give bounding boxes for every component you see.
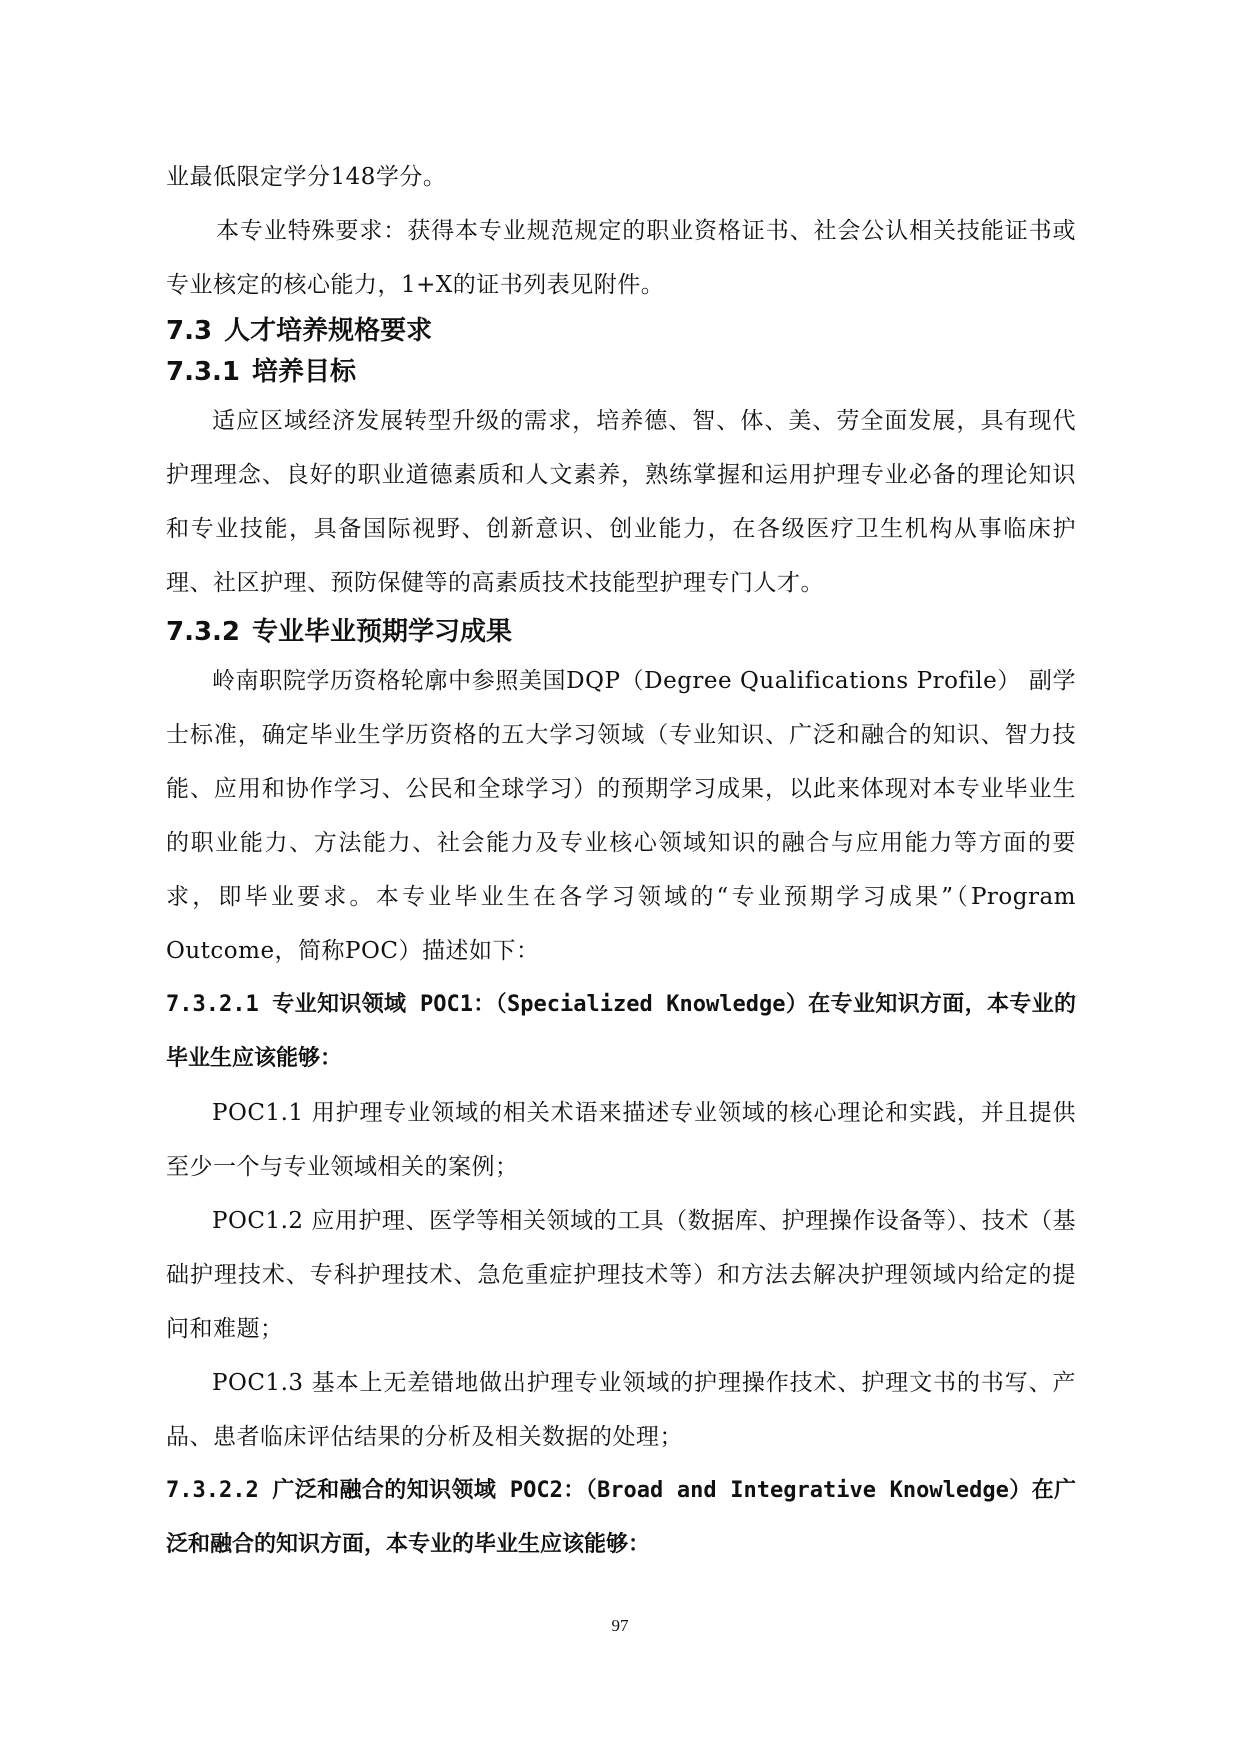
heading-7-3-1 <box>166 350 1076 394</box>
heading-number: 7.3.2 <box>166 617 241 647</box>
heading-7-3 <box>166 312 1076 350</box>
paragraph-poc1-1: POC1.1 用护理专业领域的相关术语来描述专业领域的核心理论和实践，并且提供至少一个与专业领域相关的案例； <box>166 1100 1076 1180</box>
heading-number: 7.3 <box>166 316 213 346</box>
heading-7-3-2 <box>166 610 1076 654</box>
paragraph-poc1-2: POC1.2 应用护理、医学等相关领域的工具（数据库、护理操作设备等）、技术（基础护理技术、专科护理技术、急危重症护理技术等）和方法去解决护理领域内给定的提问和难题； <box>166 1208 1076 1342</box>
paragraph-special-requirements: 本专业特殊要求：获得本专业规范规定的职业资格证书、社会公认相关技能证书或专业核定的核心能力，1+X的证书列表见附件。 <box>166 218 1076 298</box>
heading-text: 专业毕业预期学习成果 <box>252 617 513 647</box>
heading-7-3-2-2: 7.3.2.2 广泛和融合的知识领域 POC2：（Broad and Integrative Knowledge）在广泛和融合的知识方面，本专业的毕业生应该能够： <box>166 1478 1076 1557</box>
paragraph-training-goal: 适应区域经济发展转型升级的需求，培养德、智、体、美、劳全面发展，具有现代护理理念、良好的职业道德素质和人文素养，熟练掌握和运用护理专业必备的理论知识和专业技能，具备国际视野、创新意识、创业能力，在各级医疗卫生机构从事临床护理、社区护理、预防保健等的高素质技术技能型护理专门人才。 <box>166 408 1076 596</box>
paragraph-poc1-3: POC1.3 基本上无差错地做出护理专业领域的护理操作技术、护理文书的书写、产品、患者临床评估结果的分析及相关数据的处理； <box>166 1370 1076 1450</box>
document-body <box>166 150 1076 1572</box>
heading-text: 人才培养规格要求 <box>224 316 433 346</box>
heading-number: 7.3.1 <box>166 357 241 387</box>
heading-text: 培养目标 <box>252 357 357 387</box>
paragraph-min-credits: 业最低限定学分148学分。 <box>166 164 447 190</box>
paragraph-dqp-outcomes: 岭南职院学历资格轮廓中参照美国DQP（Degree Qualifications Profile） 副学士标准，确定毕业生学历资格的五大学习领域（专业知识、广泛和融合的知识、智力技能、应用和协作学习、公民和全球学习）的预期学习成果，以此来体现对本专业毕业生的职业能力、方法能力、社会能力及专业核心领域知识的融合与应用能力等方面的要求，即毕业要求。本专业毕业生在各学习领域的“专业预期学习成果”（Program Outcome，简称POC）描述如下： <box>166 668 1076 964</box>
page-number: 97 <box>611 1616 629 1635</box>
heading-7-3-2-1: 7.3.2.1 专业知识领域 POC1：（Specialized Knowledge）在专业知识方面，本专业的毕业生应该能够： <box>166 992 1076 1071</box>
